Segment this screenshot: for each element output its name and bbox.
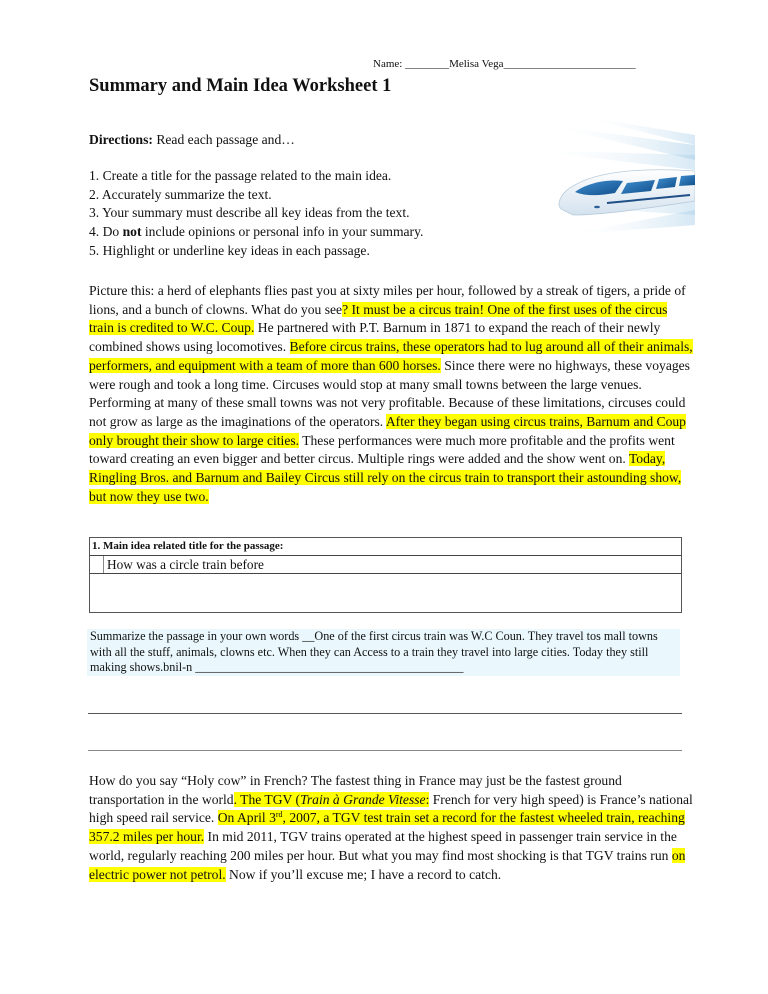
highlighted-key-idea: on electric power not petrol. xyxy=(89,847,686,882)
highlight-part: On April 3 xyxy=(217,810,276,826)
instruction-item-prefix: 4. Do xyxy=(89,224,123,240)
student-name[interactable]: Melisa Vega xyxy=(449,58,504,70)
name-blank-suffix: ________________________ xyxy=(503,58,636,70)
passage-text: How do you say “Holy cow” in French? The fastest thing in France may just be the fastest ground transportation in the world xyxy=(89,773,622,807)
directions-label: Directions: xyxy=(89,132,153,147)
name-line xyxy=(373,58,636,70)
summary-field[interactable] xyxy=(87,629,680,676)
page-title: Summary and Main Idea Worksheet 1 xyxy=(89,76,392,96)
highlighted-key-idea xyxy=(234,792,430,807)
highlighted-key-idea: ? It must be a circus train! One of the first uses of the circus train is credited to W.C. Coup. xyxy=(89,301,668,336)
instruction-item: 5. Highlight or underline key ideas in each passage. xyxy=(89,242,370,258)
passage-circus-train xyxy=(89,282,695,506)
summary-text: Summarize the passage in your own words __One of the first circus train was W.C Coun. They travel tos mall towns with all the stuff, animals, clowns etc. When they can Access to a train they travel into large cities. Today they still making shows.bnil-n ____________________________________________ xyxy=(90,629,658,675)
italic-term: Train à Grande Vitesse xyxy=(300,791,426,807)
directions xyxy=(89,132,295,148)
high-speed-train-icon xyxy=(525,115,695,240)
passage-tgv xyxy=(89,772,695,884)
name-label: Name: xyxy=(373,58,403,70)
highlight-part: : xyxy=(425,791,430,807)
passage-text: These performances were much more profitable and the profits went toward creating an even bigger and better circus. Multiple rings were added and the show went on. xyxy=(89,432,675,467)
instruction-item: 2. Accurately summarize the text. xyxy=(89,186,272,202)
passage-text: Now if you’ll excuse me; I have a record to catch. xyxy=(225,866,502,882)
answer-line xyxy=(88,713,682,714)
name-blank-prefix: ________ xyxy=(405,58,450,70)
table-indent-cell xyxy=(90,556,104,573)
instruction-item: 1. Create a title for the passage related to the main idea. xyxy=(89,168,392,183)
highlight-part: , 2007, a TGV test train set a record for the fastest wheeled train, reaching 357.2 miles per hour. xyxy=(89,810,685,845)
main-idea-question: 1. Main idea related title for the passage: xyxy=(90,538,681,556)
passage-text: Picture this: a herd of elephants flies past you at sixty miles per hour, followed by a streak of tigers, a pride of lions, and a bunch of clowns. What do you see xyxy=(89,283,686,317)
passage-text: French for very high speed) is France’s national high speed rail service. xyxy=(89,791,693,826)
highlighted-key-idea: Before circus trains, these operators had to lug around all of their animals, performers, and equipment with a team of more than 600 horses. xyxy=(89,339,693,373)
ordinal-suffix: rd xyxy=(275,810,283,820)
instruction-list xyxy=(89,167,423,261)
instruction-emphasis: not xyxy=(122,224,142,240)
main-idea-answer-field[interactable]: How was a circle train before xyxy=(107,557,264,572)
instruction-item-rest: include opinions or personal info in your summary. xyxy=(141,224,424,240)
passage-text: In mid 2011, TGV trains operated at the highest speed in passenger train service in the world, regularly reaching 200 miles per hour. But what you may find most shocking is that TGV trains run xyxy=(89,829,677,863)
instruction-item xyxy=(89,223,423,242)
passage-text: Since there were no highways, these voyages were rough and took a long time. Circuses would stop at many small towns between the large venues. Performing at many of these small towns was not very profitable. Because of these limitations, circuses could not grow as large as the imaginations of the operators. xyxy=(89,357,690,429)
main-idea-table xyxy=(89,537,682,613)
highlighted-key-idea: Today, Ringling Bros. and Barnum and Bailey Circus still rely on the circus train to transport their astounding show, but now they use two. xyxy=(89,451,682,504)
instruction-item: 3. Your summary must describe all key ideas from the text. xyxy=(89,205,410,221)
main-idea-extra-field[interactable] xyxy=(90,574,681,612)
main-idea-answer-row xyxy=(90,556,681,574)
directions-text: Read each passage and… xyxy=(152,132,295,147)
highlighted-key-idea: After they began using circus trains, Barnum and Coup only brought their show to large cities. xyxy=(89,413,686,448)
answer-line xyxy=(88,750,682,751)
highlight-part: . The TGV ( xyxy=(233,791,301,807)
passage-text: He partnered with P.T. Barnum in 1871 to expand the reach of their newly combined shows using locomotives. xyxy=(89,320,661,355)
